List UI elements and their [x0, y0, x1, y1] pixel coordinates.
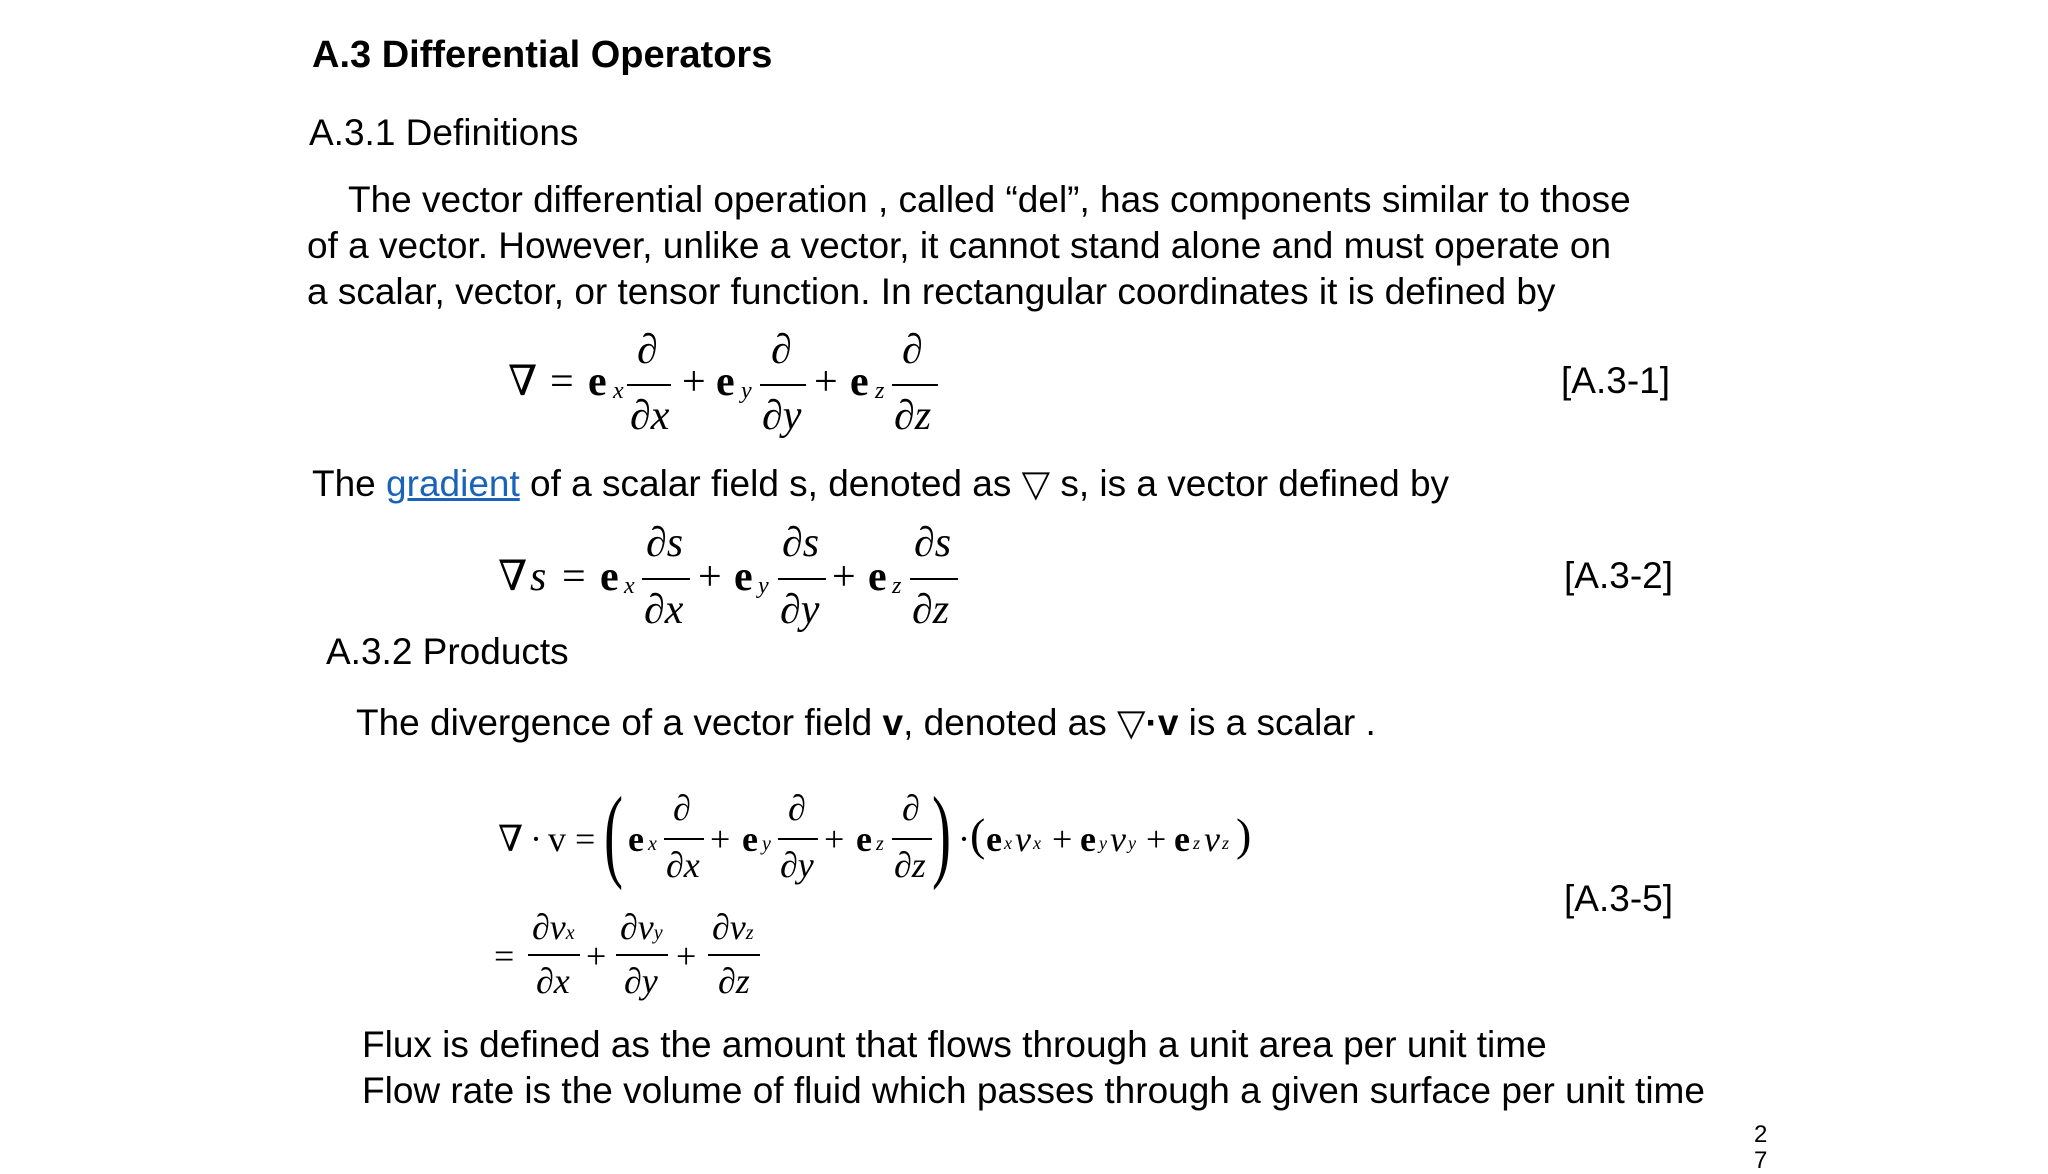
divergence-vector-v: v	[882, 702, 904, 743]
eq5-plus-3: +	[1052, 819, 1073, 859]
eq5-partial-num-1: ∂	[673, 788, 691, 828]
eq1-e: e	[588, 359, 607, 405]
eq5-plus-2: +	[824, 819, 845, 859]
eq2-e: e	[600, 554, 619, 600]
eq5-fraction-bar-1	[664, 838, 704, 840]
eq5-ez-sub: z	[1193, 833, 1201, 853]
eq5-fraction-bar-2	[778, 838, 818, 840]
eq5-dvz: ∂vz	[712, 907, 754, 947]
eq2-e2: e	[734, 554, 753, 600]
eq5-big-rparen: )	[932, 776, 952, 891]
section-heading: A.3 Differential Operators	[312, 34, 773, 76]
eq5-e3: e	[856, 819, 872, 859]
eq2-dz: ∂z	[912, 587, 950, 633]
eq5-ex: e	[986, 819, 1002, 859]
eq5-equals-2: =	[494, 936, 515, 976]
eq5-dvy: ∂vy	[620, 907, 663, 947]
eq2-plus-2: +	[832, 554, 856, 600]
eq5-fraction-bar-6	[708, 954, 760, 956]
eq1-sub-y: y	[741, 378, 752, 404]
closing-definitions	[362, 1022, 1705, 1114]
eq1-dy: ∂y	[762, 393, 802, 439]
eq5-dot: ·	[530, 819, 542, 859]
eq5-rparen-small: )	[1236, 809, 1252, 860]
eq5-lparen-small: (	[970, 809, 986, 860]
subsection-products-heading: A.3.2 Products	[326, 631, 569, 672]
eq1-plus-2: +	[814, 359, 838, 405]
divergence-before: The divergence of a vector field	[356, 702, 883, 743]
eq1-plus-1: +	[682, 359, 706, 405]
paragraph-line-2: of a vector. However, unlike a vector, it cannot stand alone and must operate on	[307, 225, 1612, 266]
eq1-dz: ∂z	[894, 393, 932, 439]
eq5-nabla: ∇	[498, 819, 524, 859]
eq5-plus-5: +	[586, 936, 607, 976]
eq1-sub-z: z	[875, 378, 885, 404]
subsection-definitions-heading: A.3.1 Definitions	[309, 112, 579, 153]
divergence-dot-v: ·v	[1145, 702, 1179, 743]
eq5-sub-x: x	[648, 833, 657, 855]
page-number	[1754, 1122, 1767, 1174]
eq5-ey: e	[1080, 819, 1096, 859]
eq5-vx: v	[1015, 819, 1031, 859]
eq2-ds-1: ∂s	[646, 520, 684, 566]
eq2-e3: e	[868, 554, 887, 600]
gradient-sentence-after: of a scalar field s, denoted as ▽ s, is a vector defined by	[519, 463, 1450, 504]
equation-label-a3-5: [A.3-5]	[1564, 878, 1673, 919]
eq1-dx: ∂x	[630, 393, 670, 439]
eq5-dot-2: ·	[958, 819, 970, 859]
eq2-equals: =	[562, 554, 586, 600]
eq1-sub-x: x	[613, 378, 624, 404]
eq1-e2: e	[716, 359, 735, 405]
eq5-ex-sub: x	[1004, 833, 1012, 853]
eq2-sub-x: x	[624, 573, 635, 599]
eq5-dy: ∂y	[780, 845, 814, 885]
eq5-vy: v	[1110, 819, 1126, 859]
eq2-plus-1: +	[698, 554, 722, 600]
flow-rate-definition: Flow rate is the volume of fluid which passes through a given surface per unit time	[362, 1070, 1705, 1111]
eq5-dz: ∂z	[894, 845, 926, 885]
eq1-partial-num-2: ∂	[771, 327, 792, 373]
page-number-line-1: 2	[1754, 1121, 1768, 1148]
eq5-dz-2: ∂z	[718, 961, 750, 1001]
eq5-plus-4: +	[1146, 819, 1167, 859]
eq5-v: v	[548, 819, 566, 859]
eq5-e2: e	[742, 819, 758, 859]
eq5-vz: v	[1204, 819, 1220, 859]
eq1-nabla: ∇	[508, 359, 538, 405]
eq5-sub-z: z	[876, 833, 884, 855]
paragraph-line-3: a scalar, vector, or tensor function. In rectangular coordinates it is defined by	[307, 271, 1556, 312]
eq5-dx: ∂x	[666, 845, 700, 885]
eq5-dvx: ∂vx	[532, 907, 575, 947]
eq2-sub-y: y	[758, 573, 769, 599]
eq2-s: s	[530, 554, 547, 600]
eq2-dy: ∂y	[780, 587, 820, 633]
paragraph-line-1: The vector differential operation , called “del”, has components similar to those	[348, 179, 1631, 220]
eq5-equals-1: =	[575, 819, 596, 859]
eq1-equals: =	[550, 359, 574, 405]
divergence-middle: , denoted as ▽	[903, 702, 1146, 743]
eq5-fraction-bar-4	[528, 954, 580, 956]
eq1-e3: e	[850, 359, 869, 405]
eq5-partial-num-3: ∂	[902, 788, 920, 828]
eq5-plus-1: +	[710, 819, 731, 859]
eq5-vx-sub: x	[1033, 833, 1041, 853]
eq2-nabla: ∇	[498, 554, 528, 600]
equation-label-a3-1: [A.3-1]	[1561, 360, 1670, 401]
eq5-ez: e	[1174, 819, 1190, 859]
eq5-ey-sub: y	[1099, 833, 1107, 853]
eq1-partial-num-1: ∂	[637, 327, 658, 373]
eq5-fraction-bar-5	[616, 954, 668, 956]
eq2-ds-3: ∂s	[914, 520, 952, 566]
eq5-partial-num-2: ∂	[788, 788, 806, 828]
eq5-big-lparen: (	[604, 776, 624, 891]
eq5-fraction-bar-3	[892, 838, 932, 840]
eq5-vz-sub: z	[1222, 833, 1230, 853]
page-number-line-2: 7	[1754, 1147, 1768, 1174]
equation-label-a3-2: [A.3-2]	[1564, 555, 1673, 596]
eq5-plus-6: +	[676, 936, 697, 976]
eq1-partial-num-3: ∂	[902, 327, 923, 373]
eq2-dx: ∂x	[644, 587, 684, 633]
eq2-ds-2: ∂s	[782, 520, 820, 566]
divergence-after: is a scalar .	[1178, 702, 1376, 743]
eq5-dx-2: ∂x	[536, 961, 570, 1001]
eq5-vy-sub: y	[1128, 833, 1136, 853]
flux-definition: Flux is defined as the amount that flows through a unit area per unit time	[362, 1024, 1547, 1065]
gradient-link[interactable]: gradient	[386, 463, 520, 504]
eq5-e1: e	[628, 819, 644, 859]
eq2-sub-z: z	[892, 573, 902, 599]
eq5-dy-2: ∂y	[624, 961, 658, 1001]
eq5-sub-y: y	[762, 833, 771, 855]
gradient-sentence-before: The	[312, 463, 387, 504]
